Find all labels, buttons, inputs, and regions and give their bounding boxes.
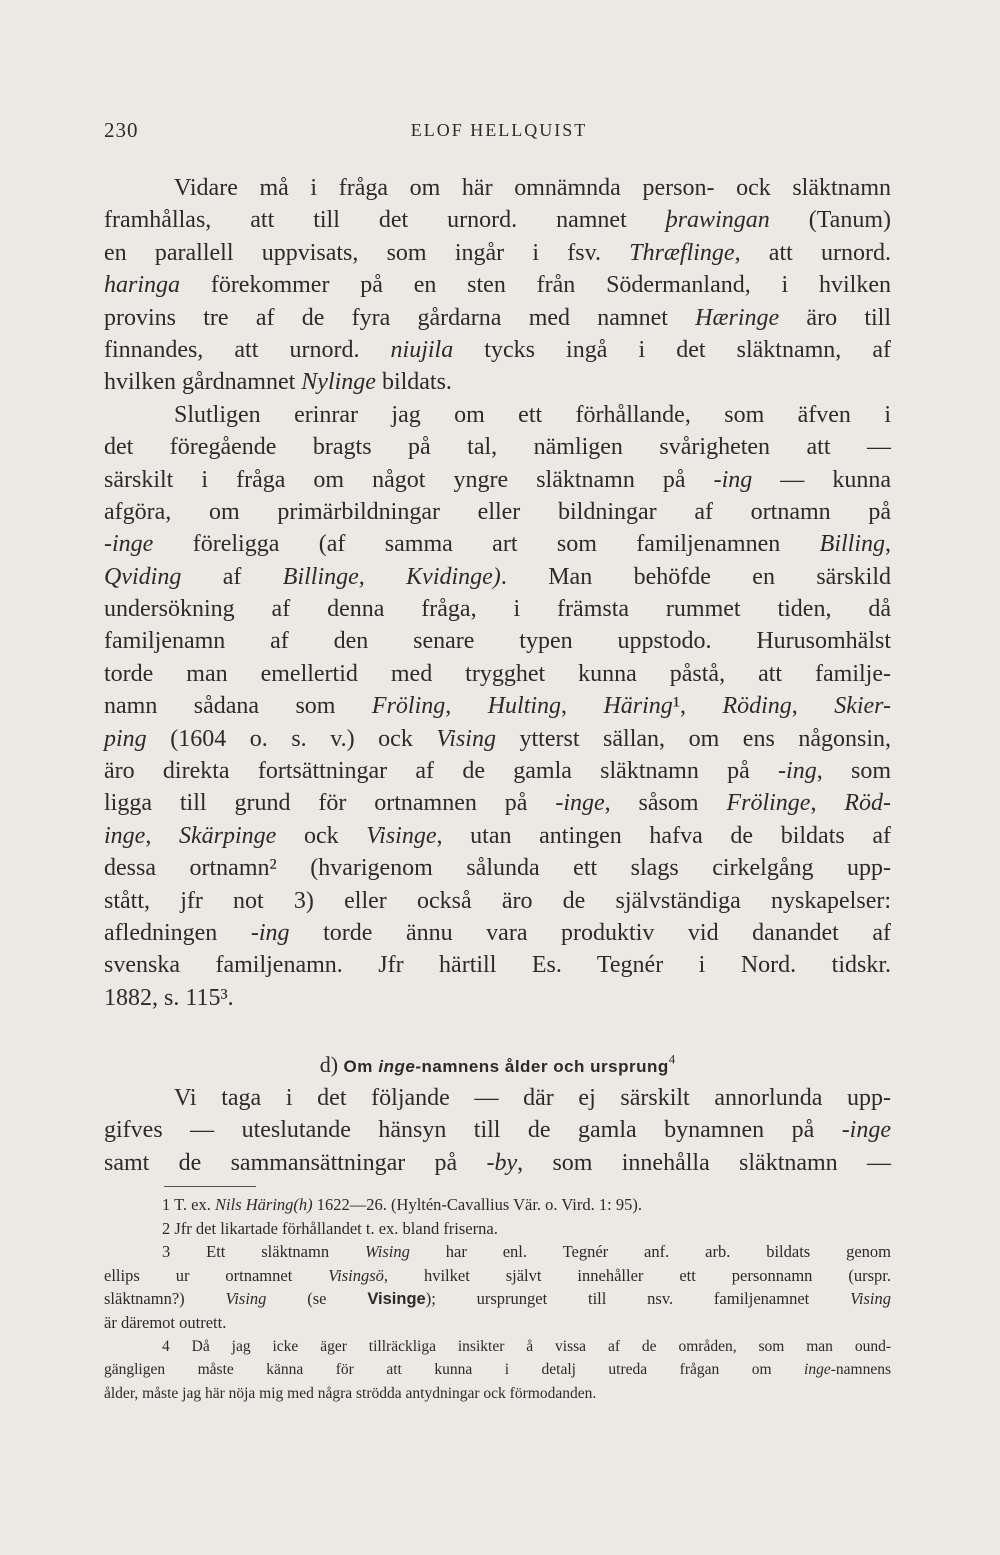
text-line: undersökning af denna fråga, i främsta rummet tiden, då	[104, 596, 891, 623]
text-line: samt de sammansättningar på -by, som innehålla släktnamn —	[104, 1149, 891, 1176]
text-line: finnandes, att urnord. niujila tycks ingå i det släktnamn, af	[104, 336, 892, 363]
text-line: hvilken gårdnamnet Nylinge bildats.	[104, 369, 452, 396]
text-line: Slutligen erinrar jag om ett förhållande, som äfven i	[174, 401, 891, 428]
page-header	[104, 118, 894, 148]
page-number: 230	[104, 118, 139, 142]
text-line: namn sådana som Fröling, Hulting, Häring¹, Röding, Skier-	[104, 693, 892, 720]
footnote-marker: 4	[668, 1051, 676, 1067]
text-line: en parallell uppvisats, som ingår i fsv. Thræflinge, att urnord.	[104, 239, 892, 266]
section-heading-part3: -namnens ålder och ursprung	[415, 1057, 669, 1076]
footnote-3: 3 Ett släktnamn Wising har enl. Tegnér anf. arb. bildats genom	[162, 1242, 891, 1262]
text-line: haringa förekommer på en sten från Södermanland, i hvilken	[104, 272, 891, 299]
text-line: ping (1604 o. s. v.) ock Vising ytterst sällan, om ens någonsin,	[104, 725, 891, 752]
text-line: ligga till grund för ortnamnen på -inge, såsom Frölinge, Röd-	[104, 790, 892, 817]
text-line: stått, jfr not 3) eller också äro de självständiga nyskapelser:	[104, 887, 891, 914]
text-line: dessa ortnamn² (hvarigenom sålunda ett slags cirkelgång upp-	[104, 855, 891, 882]
text-line: afgöra, om primärbildningar eller bildningar af ortnamn på	[104, 498, 891, 525]
text-line: gifves — uteslutande hänsyn till de gamla bynamnen på -inge	[104, 1117, 891, 1144]
footnote-3-line: släktnamn?) Vising (se Visinge); ursprunget till nsv. familjenamnet Vising	[104, 1289, 892, 1309]
paragraph-2	[104, 399, 891, 1014]
footnote-separator	[164, 1186, 256, 1187]
text-line: Vi taga i det följande — där ej särskilt annorlunda upp-	[174, 1085, 891, 1111]
text-line: torde man emellertid med trygghet kunna påstå, att familje-	[104, 660, 891, 687]
section-heading	[104, 1051, 891, 1081]
section-heading-part1: Om	[343, 1057, 373, 1076]
section-heading-part2: inge	[378, 1057, 416, 1076]
section-paragraph	[104, 1082, 891, 1179]
footnote-3-line: är däremot outrett.	[104, 1312, 227, 1332]
text-line: äro direkta fortsättningar af de gamla släktnamn på -ing, som	[104, 758, 891, 785]
text-line: familjenamn af den senare typen uppstodo. Hurusomhälst	[104, 628, 891, 655]
body-text	[104, 172, 891, 1014]
footnote-4-line: ålder, måste jag här nöja mig med några strödda antydningar ock förmodanden.	[104, 1384, 597, 1402]
footnote-1: 1 T. ex. Nils Häring(h) 1622—26. (Hyltén-Cavallius Vär. o. Vird. 1: 95).	[162, 1195, 642, 1214]
text-line: afledningen -ing torde ännu vara produktiv vid danandet af	[104, 919, 891, 946]
text-line: provins tre af de fyra gårdarna med namnet Hæringe äro till	[104, 304, 891, 331]
footnote-3-line: ellips ur ortnamnet Visingsö, hvilket självt innehåller ett personnamn (urspr.	[104, 1265, 891, 1285]
footnote-4-line: gängligen måste känna för att kunna i detalj utreda frågan om inge-namnens	[104, 1361, 891, 1379]
text-line: Vidare må i fråga om här omnämnda person- ock släktnamn	[174, 175, 891, 201]
text-line: 1882, s. 115³.	[104, 984, 234, 1011]
running-head: ELOF HELLQUIST	[410, 120, 588, 140]
text-line: -inge föreligga (af samma art som familjenamnen Billing,	[104, 531, 891, 558]
footnote-2: 2 Jfr det likartade förhållandet t. ex. bland friserna.	[162, 1218, 498, 1238]
section-heading-prefix: d)	[319, 1052, 339, 1077]
text-line: Qviding af Billinge, Kvidinge). Man behöfde en särskild	[104, 563, 892, 590]
text-line: det föregående bragts på tal, nämligen svårigheten att —	[104, 434, 891, 461]
footnotes	[104, 1193, 891, 1405]
text-line: svenska familjenamn. Jfr härtill Es. Tegnér i Nord. tidskr.	[104, 952, 891, 979]
text-line: särskilt i fråga om något yngre släktnamn på -ing — kunna	[104, 466, 892, 493]
text-line: framhållas, att till det urnord. namnet þrawingan (Tanum)	[104, 207, 891, 234]
text-line: inge, Skärpinge ock Visinge, utan antingen hafva de bildats af	[104, 822, 891, 849]
paragraph-1	[104, 172, 891, 399]
footnote-4: 4 Då jag icke äger tillräckliga insikter å vissa af de områden, som man ound-	[162, 1337, 891, 1355]
